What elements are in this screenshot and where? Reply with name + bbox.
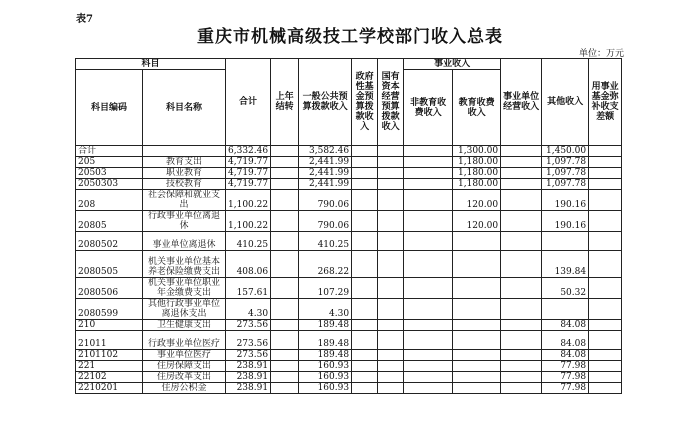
cell-total: 238.91	[226, 372, 271, 383]
table-row	[76, 372, 622, 383]
cell-edu-fee	[453, 372, 501, 383]
cell-fund-budget	[352, 251, 378, 278]
cell-fund-budget	[352, 361, 378, 372]
cell-carryover	[271, 146, 299, 157]
cell-other-income: 77.98	[542, 361, 589, 372]
table-row	[76, 320, 622, 331]
cell-other-income: 139.84	[542, 251, 589, 278]
cell-fund-offset	[589, 372, 622, 383]
header-general-budget: 一般公共预算拨款收入	[299, 59, 352, 146]
header-edu-fee: 教育收费收入	[453, 70, 501, 146]
cell-non-edu-fee	[404, 350, 453, 361]
cell-state-capital	[378, 361, 404, 372]
cell-carryover	[271, 350, 299, 361]
cell-other-income: 50.32	[542, 278, 589, 299]
cell-operating-income	[501, 361, 542, 372]
cell-edu-fee	[453, 361, 501, 372]
cell-code: 合计	[76, 146, 143, 157]
cell-non-edu-fee	[404, 211, 453, 232]
cell-name: 卫生健康支出	[143, 320, 226, 331]
cell-non-edu-fee	[404, 383, 453, 394]
cell-carryover	[271, 383, 299, 394]
cell-code: 22102	[76, 372, 143, 383]
unit-label: 单位：万元	[578, 49, 624, 59]
cell-code: 2080502	[76, 232, 143, 251]
cell-other-income	[542, 299, 589, 320]
table-row	[76, 157, 622, 168]
cell-fund-budget	[352, 372, 378, 383]
cell-edu-fee	[453, 320, 501, 331]
cell-non-edu-fee	[404, 372, 453, 383]
cell-operating-income	[501, 383, 542, 394]
cell-fund-offset	[589, 251, 622, 278]
cell-non-edu-fee	[404, 146, 453, 157]
cell-name: 行政事业单位离退休	[143, 211, 226, 232]
header-fund-offset: 用事业基金弥补收支差额	[589, 59, 622, 146]
cell-general-budget: 189.48	[299, 350, 352, 361]
cell-fund-budget	[352, 383, 378, 394]
cell-total: 157.61	[226, 278, 271, 299]
cell-code: 2050303	[76, 179, 143, 190]
cell-general-budget: 160.93	[299, 372, 352, 383]
table-row	[76, 383, 622, 394]
cell-general-budget: 2,441.99	[299, 168, 352, 179]
cell-name: 住房公积金	[143, 383, 226, 394]
cell-state-capital	[378, 251, 404, 278]
cell-fund-budget	[352, 168, 378, 179]
cell-name: 其他行政事业单位离退休支出	[143, 299, 226, 320]
cell-name	[143, 146, 226, 157]
cell-operating-income	[501, 211, 542, 232]
cell-non-edu-fee	[404, 361, 453, 372]
table-row	[76, 278, 622, 299]
cell-code: 2080506	[76, 278, 143, 299]
cell-fund-offset	[589, 190, 622, 211]
cell-general-budget: 107.29	[299, 278, 352, 299]
cell-name: 机关事业单位基本养老保险缴费支出	[143, 251, 226, 278]
cell-carryover	[271, 372, 299, 383]
cell-state-capital	[378, 211, 404, 232]
cell-non-edu-fee	[404, 299, 453, 320]
cell-non-edu-fee	[404, 331, 453, 350]
cell-name: 事业单位离退休	[143, 232, 226, 251]
cell-name: 住房改革支出	[143, 372, 226, 383]
cell-carryover	[271, 232, 299, 251]
cell-operating-income	[501, 299, 542, 320]
cell-general-budget: 790.06	[299, 190, 352, 211]
cell-code: 20805	[76, 211, 143, 232]
cell-fund-budget	[352, 331, 378, 350]
cell-name: 事业单位医疗	[143, 350, 226, 361]
header-fund-budget: 政府性基金预算拨款收入	[352, 59, 378, 146]
cell-carryover	[271, 299, 299, 320]
cell-carryover	[271, 331, 299, 350]
cell-general-budget: 268.22	[299, 251, 352, 278]
cell-carryover	[271, 190, 299, 211]
cell-state-capital	[378, 299, 404, 320]
cell-carryover	[271, 320, 299, 331]
cell-state-capital	[378, 146, 404, 157]
table-row	[76, 350, 622, 361]
header-operating-income: 事业单位经营收入	[501, 59, 542, 146]
cell-operating-income	[501, 146, 542, 157]
cell-fund-budget	[352, 179, 378, 190]
cell-total: 273.56	[226, 350, 271, 361]
cell-edu-fee: 120.00	[453, 190, 501, 211]
cell-total: 273.56	[226, 331, 271, 350]
cell-edu-fee	[453, 251, 501, 278]
cell-fund-offset	[589, 331, 622, 350]
cell-name: 社会保障和就业支出	[143, 190, 226, 211]
cell-edu-fee: 1,180.00	[453, 157, 501, 168]
cell-total: 238.91	[226, 383, 271, 394]
cell-non-edu-fee	[404, 190, 453, 211]
cell-other-income: 77.98	[542, 372, 589, 383]
header-non-edu-fee: 非教育收费收入	[404, 70, 453, 146]
cell-operating-income	[501, 232, 542, 251]
cell-fund-offset	[589, 211, 622, 232]
cell-code: 2080599	[76, 299, 143, 320]
cell-state-capital	[378, 320, 404, 331]
table-row	[76, 168, 622, 179]
cell-non-edu-fee	[404, 232, 453, 251]
cell-fund-offset	[589, 383, 622, 394]
cell-non-edu-fee	[404, 320, 453, 331]
cell-total: 408.06	[226, 251, 271, 278]
cell-other-income: 77.98	[542, 383, 589, 394]
cell-carryover	[271, 157, 299, 168]
cell-other-income: 84.08	[542, 320, 589, 331]
cell-fund-offset	[589, 168, 622, 179]
cell-code: 20503	[76, 168, 143, 179]
header-other-income: 其他收入	[542, 59, 589, 146]
cell-carryover	[271, 278, 299, 299]
cell-edu-fee	[453, 232, 501, 251]
table-header	[76, 59, 622, 146]
cell-fund-offset	[589, 299, 622, 320]
cell-fund-budget	[352, 190, 378, 211]
cell-name: 机关事业单位职业年金缴费支出	[143, 278, 226, 299]
cell-general-budget: 160.93	[299, 361, 352, 372]
cell-fund-offset	[589, 350, 622, 361]
cell-other-income: 84.08	[542, 331, 589, 350]
cell-non-edu-fee	[404, 179, 453, 190]
cell-code: 221	[76, 361, 143, 372]
cell-general-budget: 160.93	[299, 383, 352, 394]
cell-total: 273.56	[226, 320, 271, 331]
cell-other-income: 1,097.78	[542, 168, 589, 179]
cell-code: 205	[76, 157, 143, 168]
cell-carryover	[271, 361, 299, 372]
cell-general-budget: 2,441.99	[299, 157, 352, 168]
header-total: 合计	[226, 59, 271, 146]
cell-total: 6,332.46	[226, 146, 271, 157]
cell-edu-fee	[453, 299, 501, 320]
header-carryover: 上年结转	[271, 59, 299, 146]
cell-non-edu-fee	[404, 278, 453, 299]
cell-carryover	[271, 251, 299, 278]
cell-carryover	[271, 211, 299, 232]
cell-state-capital	[378, 190, 404, 211]
cell-non-edu-fee	[404, 157, 453, 168]
cell-fund-offset	[589, 232, 622, 251]
cell-total: 1,100.22	[226, 211, 271, 232]
cell-other-income	[542, 232, 589, 251]
cell-fund-offset	[589, 146, 622, 157]
cell-general-budget: 3,582.46	[299, 146, 352, 157]
cell-other-income: 190.16	[542, 211, 589, 232]
cell-code: 21011	[76, 331, 143, 350]
cell-operating-income	[501, 278, 542, 299]
cell-operating-income	[501, 179, 542, 190]
cell-total: 410.25	[226, 232, 271, 251]
cell-fund-budget	[352, 157, 378, 168]
cell-fund-budget	[352, 320, 378, 331]
cell-operating-income	[501, 168, 542, 179]
cell-edu-fee: 1,180.00	[453, 168, 501, 179]
cell-other-income: 190.16	[542, 190, 589, 211]
cell-edu-fee	[453, 278, 501, 299]
table-row	[76, 179, 622, 190]
cell-code: 210	[76, 320, 143, 331]
table-row	[76, 146, 622, 157]
cell-operating-income	[501, 251, 542, 278]
cell-code: 2101102	[76, 350, 143, 361]
table-row	[76, 299, 622, 320]
cell-state-capital	[378, 383, 404, 394]
cell-edu-fee: 120.00	[453, 211, 501, 232]
cell-state-capital	[378, 372, 404, 383]
cell-total: 238.91	[226, 361, 271, 372]
cell-operating-income	[501, 320, 542, 331]
cell-state-capital	[378, 350, 404, 361]
cell-carryover	[271, 168, 299, 179]
header-state-capital: 国有资本经营预算拨款收入	[378, 59, 404, 146]
cell-general-budget: 4.30	[299, 299, 352, 320]
cell-edu-fee	[453, 383, 501, 394]
cell-edu-fee: 1,180.00	[453, 179, 501, 190]
table-row	[76, 251, 622, 278]
cell-state-capital	[378, 331, 404, 350]
cell-fund-offset	[589, 157, 622, 168]
header-subject: 科目	[76, 59, 226, 70]
cell-fund-budget	[352, 146, 378, 157]
cell-total: 1,100.22	[226, 190, 271, 211]
cell-edu-fee	[453, 331, 501, 350]
table-row	[76, 211, 622, 232]
cell-total: 4,719.77	[226, 179, 271, 190]
cell-general-budget: 410.25	[299, 232, 352, 251]
header-code: 科目编码	[76, 70, 143, 146]
cell-state-capital	[378, 278, 404, 299]
cell-fund-budget	[352, 350, 378, 361]
cell-name: 职业教育	[143, 168, 226, 179]
cell-other-income: 1,450.00	[542, 146, 589, 157]
cell-total: 4,719.77	[226, 157, 271, 168]
cell-general-budget: 189.48	[299, 331, 352, 350]
cell-other-income: 1,097.78	[542, 157, 589, 168]
cell-other-income: 84.08	[542, 350, 589, 361]
cell-operating-income	[501, 190, 542, 211]
cell-edu-fee	[453, 350, 501, 361]
table-number: 表7	[76, 14, 93, 25]
cell-fund-offset	[589, 361, 622, 372]
cell-total: 4,719.77	[226, 168, 271, 179]
cell-fund-offset	[589, 278, 622, 299]
cell-operating-income	[501, 350, 542, 361]
cell-general-budget: 2,441.99	[299, 179, 352, 190]
cell-total: 4.30	[226, 299, 271, 320]
cell-state-capital	[378, 157, 404, 168]
header-business-income: 事业收入	[404, 59, 501, 70]
table-row	[76, 190, 622, 211]
table-row	[76, 232, 622, 251]
cell-general-budget: 189.48	[299, 320, 352, 331]
cell-state-capital	[378, 168, 404, 179]
cell-non-edu-fee	[404, 168, 453, 179]
cell-fund-budget	[352, 211, 378, 232]
cell-operating-income	[501, 157, 542, 168]
cell-fund-offset	[589, 320, 622, 331]
cell-non-edu-fee	[404, 251, 453, 278]
cell-fund-budget	[352, 299, 378, 320]
cell-fund-budget	[352, 232, 378, 251]
cell-general-budget: 790.06	[299, 211, 352, 232]
cell-fund-budget	[352, 278, 378, 299]
cell-name: 教育支出	[143, 157, 226, 168]
table-row	[76, 361, 622, 372]
cell-carryover	[271, 179, 299, 190]
document-title: 重庆市机械高级技工学校部门收入总表	[197, 27, 503, 47]
cell-edu-fee: 1,300.00	[453, 146, 501, 157]
cell-name: 技校教育	[143, 179, 226, 190]
cell-code: 2210201	[76, 383, 143, 394]
cell-state-capital	[378, 232, 404, 251]
cell-code: 2080505	[76, 251, 143, 278]
cell-state-capital	[378, 179, 404, 190]
cell-operating-income	[501, 372, 542, 383]
cell-code: 208	[76, 190, 143, 211]
cell-fund-offset	[589, 179, 622, 190]
table-body	[76, 146, 622, 394]
table-row	[76, 331, 622, 350]
cell-other-income: 1,097.78	[542, 179, 589, 190]
cell-name: 行政事业单位医疗	[143, 331, 226, 350]
header-name: 科目名称	[143, 70, 226, 146]
income-table	[75, 58, 622, 394]
cell-operating-income	[501, 331, 542, 350]
cell-name: 住房保障支出	[143, 361, 226, 372]
